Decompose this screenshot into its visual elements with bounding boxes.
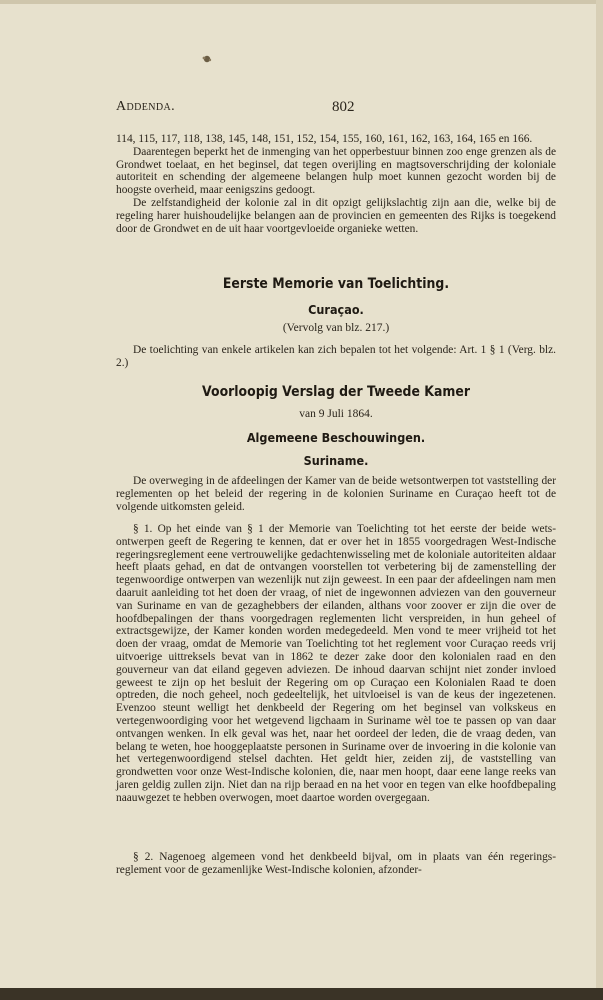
report-heading: Algemeene Beschouwingen. — [246, 430, 426, 445]
opening-text — [116, 133, 556, 235]
running-header — [116, 99, 556, 119]
page-bottom-edge — [0, 988, 603, 1000]
section-title: Eerste Memorie van Toelichting. — [222, 276, 450, 292]
paragraph: § 1. Op het einde van § 1 der Memorie van Toelichting tot het eerste der beide wets-ontwerpen geeft de Regering te kennen, dat er over het in 1855 voorgedragen West-Indische regeringsreglement eene vertrouwelijke gedachtenwisseling met de koloniale autoriteiten aldaar heeft plaats gehad, en dat de ontvangen voorstellen tot verbetering bij de zamenstelling der tegenwoordige ontwerpen van wezenlijk nut zijn geweest. In een paar der afdeelingen nam men daaruit aanleiding tot het doen der vraag, of niet de ingewonnen adviezen van den gouverneur van Suriname en van de gezaghebbers der eilanden, althans voor zoover er zijn die over de hoofdbepalingen der thans voorgedragen reglementen licht verspreiden, in hun geheel of extractsgewijze, der Kamer konden worden medegedeeld. Men vond te meer vrijheid tot het doen der vraag, omdat de Memorie van Toelichting tot het reglement voor Curaçao reeds vrij uitvoerige uittreksels bevat van in 1862 te dezer zake door den kolonialen raad en den gouverneur van dat eiland gegeven adviezen. De inhoud daarvan schijnt niet zonder invloed geweest te zijn op het besluit der Regering om op Curaçao een Kolonialen Raad te doen optreden, die noch geheel, noch gedeeltelijk, het uitvloeisel is van de keus der ingezetenen. Evenzoo steunt welligt het denkbeeld der Regering om het beginsel van volkskeus en vertegenwoordiging voor het wetgevend ligchaam in Suriname wèl toe te passen op van daar ontvangen wenken. In elk geval was het, naar het oordeel der leden, die de vraag deden, van belang te weten, hoe hooggeplaatste personen in Suriname over de invoering in die kolonie van het vertegenwoordigend stelsel dachten. Het geldt hier, zeiden zij, de vaststelling van grondwetten voor onze West-Indische kolonien, die, naar men hoopt, daar eene lange reeks van jaren geldig zullen zijn. Niet dan na rijp beraad en na het voor en tegen van elke hoofdbepaling naauwgezet te hebben overwogen, moet daartoe worden overgegaan. — [116, 523, 556, 804]
section-note: (Vervolg van blz. 217.) — [282, 322, 390, 334]
header-section-name: Addenda. — [116, 99, 176, 114]
section-subtitle: Curaçao. — [308, 302, 364, 317]
page-top-edge — [0, 0, 603, 4]
report-paragraph-1 — [116, 523, 556, 805]
paragraph: De toelichting van enkele artikelen kan zich bepalen tot het volgende: Art. 1 § 1 (Verg. blz. 2.) — [116, 344, 556, 369]
report-subheading: Suriname. — [303, 453, 369, 468]
paragraph: Daarentegen beperkt het de inmenging van het opperbestuur binnen zoo enge grenzen als de Grondwet toelaat, en het beginsel, dat tegen overijling en magtsoverschrijding der koloniale autoriteit en schending der algemeene belangen hulp moet kunnen gezocht worden bij de hoogste overheid, maar eenigszins gedoogt. — [116, 145, 556, 197]
report-date: van 9 Juli 1864. — [299, 408, 373, 420]
page-number: 802 — [332, 99, 355, 115]
report-intro — [116, 475, 556, 513]
paragraph: De overweging in de afdeelingen der Kamer van de beide wetsontwerpen tot vaststelling der reglementen op het beleid der regering in de kolonien Suriname en Curaçao heeft tot de volgende uitkomsten geleid. — [116, 475, 556, 513]
paragraph: De zelfstandigheid der kolonie zal in dit opzigt gelijkslachtig zijn aan die, welke bij de regeling harer huishoudelijke belangen aan de provincien en gemeenten des Rijks is toegekend door de Grondwet en de uit haar voortgevloeide organieke wetten. — [116, 196, 556, 235]
report-paragraph-2 — [116, 851, 556, 877]
page-right-edge — [596, 0, 603, 988]
paragraph: 114, 115, 117, 118, 138, 145, 148, 151, 152, 154, 155, 160, 161, 162, 163, 164, 165 en 166. — [116, 133, 533, 145]
ink-blot-mark — [200, 52, 214, 66]
paragraph: § 2. Nagenoeg algemeen vond het denkbeeld bijval, om in plaats van één regerings-reglement voor de gezamenlijke West-Indische kolonien, afzonder- — [116, 851, 556, 876]
section-body — [116, 344, 556, 370]
report-title: Voorloopig Verslag der Tweede Kamer — [202, 384, 470, 400]
